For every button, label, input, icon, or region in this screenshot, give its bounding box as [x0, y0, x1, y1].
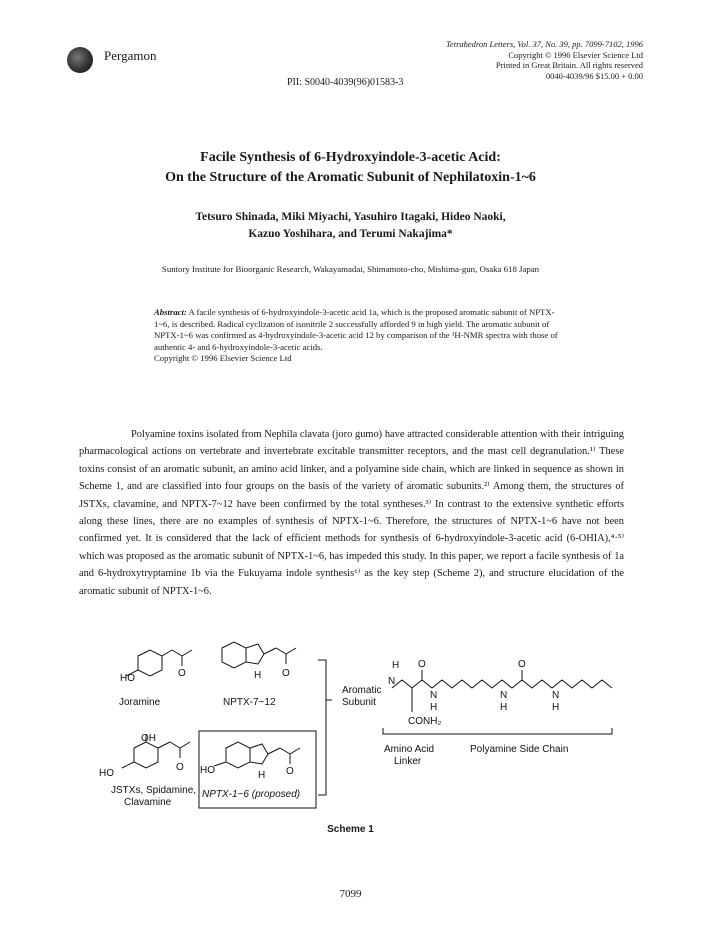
jstx-oh: OH [141, 733, 156, 744]
authors-line-2: Kazuo Yoshihara, and Terumi Nakajima* [248, 228, 453, 240]
printed-line: Printed in Great Britain. All rights reserved [495, 60, 643, 70]
nptx712-o: O [282, 668, 290, 679]
nptx712-nh: H [254, 670, 262, 681]
scheme-caption: Scheme 1 [327, 824, 374, 835]
body-paragraph: Polyamine toxins isolated from Nephila clavata (joro gumo) have attracted considerable attention with their intriguing pharmacological actions on vertebrate and invertebrate excitable transmitter receptors, and the mast cell degranulation.¹⁾ These toxins consist of an aromatic subunit, an amino acid linker, and a polyamine side chain, which are linked in sequence as shown in Scheme 1, and are classified into four groups on the basis of the variety of aromatic subunits.²⁾ Among them, the structures of JSTXs, clavamine, and NPTX-7~12 have been confirmed by the total syntheses.³⁾ In contrast to the extensive synthetic efforts along these lines, there are no examples of synthesis of NPTX-1~6. Therefore, the structures of NPTX-1~6 have not been confirmed yet. It is considered that the lack of efficient methods for synthesis of 6-hydroxyindole-3-acetic acid (6-OHIA),⁴·⁵⁾ which was proposed as the aromatic subunit of NPTX-1~6, has impeded this study. In this paper, we report a facile synthesis of 1a and 6-hydroxytryptamine 1b via the Fukuyama indole synthesis⁶⁾ as the key step (Scheme 2), and structure elucidation of the aromatic subunit of NPTX-1~6. [79, 429, 624, 597]
copyright-line: Copyright © 1996 Elsevier Science Ltd [508, 49, 643, 60]
price-line: 0040-4039/96 $15.00 + 0.00 [545, 70, 643, 81]
amino-label-1: Amino Acid [384, 744, 435, 755]
pii: PII: S0040-4039(96)01583-3 [287, 77, 404, 88]
polyamine-label: Polyamine Side Chain [470, 744, 569, 755]
abstract [154, 307, 564, 365]
body-text [79, 426, 624, 600]
aromatic-label-2: Subunit [342, 697, 376, 708]
journal-reference [446, 39, 643, 81]
aromatic-label-1: Aromatic [342, 685, 382, 696]
jstx-o: O [176, 762, 184, 773]
jstx-ho: HO [99, 768, 114, 779]
chain-o-1: O [418, 659, 426, 670]
affiliation: Suntory Institute for Bioorganic Research, Wakayamadai, Shimamoto-cho, Mishima-gun, Osaka 618 Japan [161, 264, 540, 274]
jstx-label-2: Clavamine [124, 797, 172, 808]
nptx712-label: NPTX-7~12 [223, 697, 276, 708]
joramine-label: Joramine [119, 697, 161, 708]
joramine-structure [126, 650, 192, 676]
nptx16-o: O [286, 766, 294, 777]
jstx-label-1: JSTXs, Spidamine, [111, 785, 197, 796]
joramine-o: O [178, 668, 186, 679]
abstract-label: Abstract: [154, 307, 187, 317]
title-line-2: On the Structure of the Aromatic Subunit of Nephilatoxin-1~6 [165, 170, 536, 185]
title-line-1: Facile Synthesis of 6-Hydroxyindole-3-acetic Acid: [200, 150, 501, 165]
chain-o-2: O [518, 659, 526, 670]
authors [0, 209, 701, 243]
chain-n-2: N [430, 690, 438, 701]
scheme-labels [99, 659, 568, 808]
amino-label-2: Linker [394, 756, 422, 767]
nptx-7-12-structure [222, 642, 296, 668]
paper-title [0, 148, 701, 188]
abstract-copyright: Copyright © 1996 Elsevier Science Ltd [154, 353, 292, 364]
jstx-structure [122, 734, 190, 768]
page-number: 7099 [339, 888, 362, 900]
pergamon-logo [67, 47, 93, 73]
polyamine-backbone [392, 670, 612, 712]
chain-n: N [388, 676, 396, 687]
journal-line: Tetrahedron Letters, Vol. 37, No. 39, pp. 7099-7102, 1996 [445, 39, 643, 49]
nptx16-ho: HO [200, 765, 215, 776]
publisher-name: Pergamon [104, 48, 157, 63]
chain-h-2: H [430, 702, 438, 713]
authors-line-1: Tetsuro Shinada, Miki Miyachi, Yasuhiro Itagaki, Hideo Naoki, [195, 211, 506, 223]
nptx16-label: NPTX-1~6 (proposed) [202, 789, 301, 800]
conh2-label: CONH₂ [408, 716, 442, 727]
chain-n-4: N [552, 690, 560, 701]
chain-h: H [392, 660, 400, 671]
abstract-text: A facile synthesis of 6-hydroxyindole-3-acetic acid 1a, which is the proposed aromatic subunit of NPTX-1~6, is described. Radical cyclization of isonitrile 2 successfully afforded 9 in high yield. The aromatic subunit of NPTX-1~6 was confirmed as 4-hydroxyindole-3-acetic acid 12 by comparison of the ¹H-NMR spectra with those of authentic 4- and 6-hydroxyindole-3-acetic acids. [154, 307, 558, 352]
chain-h-4: H [552, 702, 560, 713]
nptx16-nh: H [258, 770, 266, 781]
chain-h-3: H [500, 702, 508, 713]
joramine-ho: HO [120, 673, 135, 684]
nptx-1-6-structure [214, 742, 300, 768]
chain-n-3: N [500, 690, 508, 701]
